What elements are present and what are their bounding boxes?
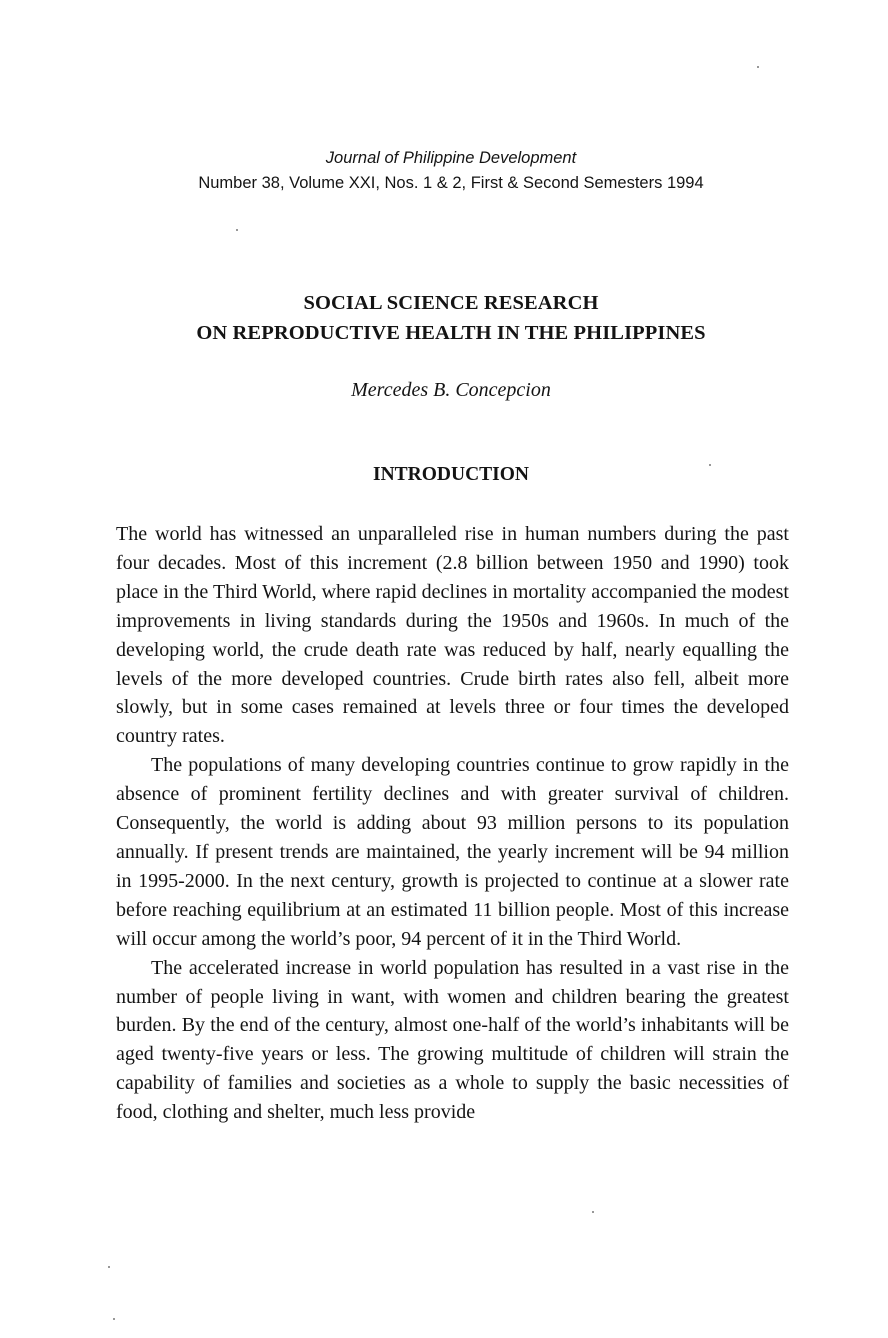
scan-speck [709,464,711,466]
scan-speck [113,1318,115,1320]
journal-header [0,146,888,196]
article-title-line-2: ON REPRODUCTIVE HEALTH IN THE PHILIPPINES [196,322,706,344]
scan-speck [592,1211,594,1213]
scan-speck [236,229,238,231]
section-heading: INTRODUCTION [372,464,530,485]
article-title [0,288,888,348]
author-name: Mercedes B. Concepcion [351,379,551,401]
scan-speck [108,1266,110,1268]
article-title-line-1: SOCIAL SCIENCE RESEARCH [303,292,599,314]
paragraph-1: The world has witnessed an unparalleled rise in human numbers during the past four decades. Most of this increment (2.8 billion between 1950 and 1990) took place in the Third World, where rapid declines in mortality accompanied the modest improvements in living standards during the 1950s and 1960s. In much of the developing world, the crude death rate was reduced by half, nearly equalling the levels of the more developed countries. Crude birth rates also fell, albeit more slowly, but in some cases remained at levels three or four times the developed country rates. [116,523,789,748]
paragraph-3: The accelerated increase in world population has resulted in a vast rise in the number of people living in want, with women and children bearing the greatest burden. By the end of the century, almost one-half of the world’s inhabitants will be aged twenty-five years or less. The growing multitude of children will strain the capability of families and societies as a whole to supply the basic necessities of food, clothing and shelter, much less provide [116,956,789,1124]
scan-speck [757,66,759,68]
issue-info: Number 38, Volume XXI, Nos. 1 & 2, First & Second Semesters 1994 [198,174,704,192]
body-text [116,520,789,1127]
paragraph-2: The populations of many developing countries continue to grow rapidly in the absence of prominent fertility declines and with greater survival of children. Consequently, the world is adding about 93 million persons to its population annually. If present trends are maintained, the yearly increment will be 94 million in 1995-2000. In the next century, growth is projected to continue at a slower rate before reaching equilibrium at an estimated 11 billion people. Most of this increase will occur among the world’s poor, 94 percent of it in the Third World. [116,754,789,950]
journal-name: Journal of Philippine Development [325,149,577,167]
